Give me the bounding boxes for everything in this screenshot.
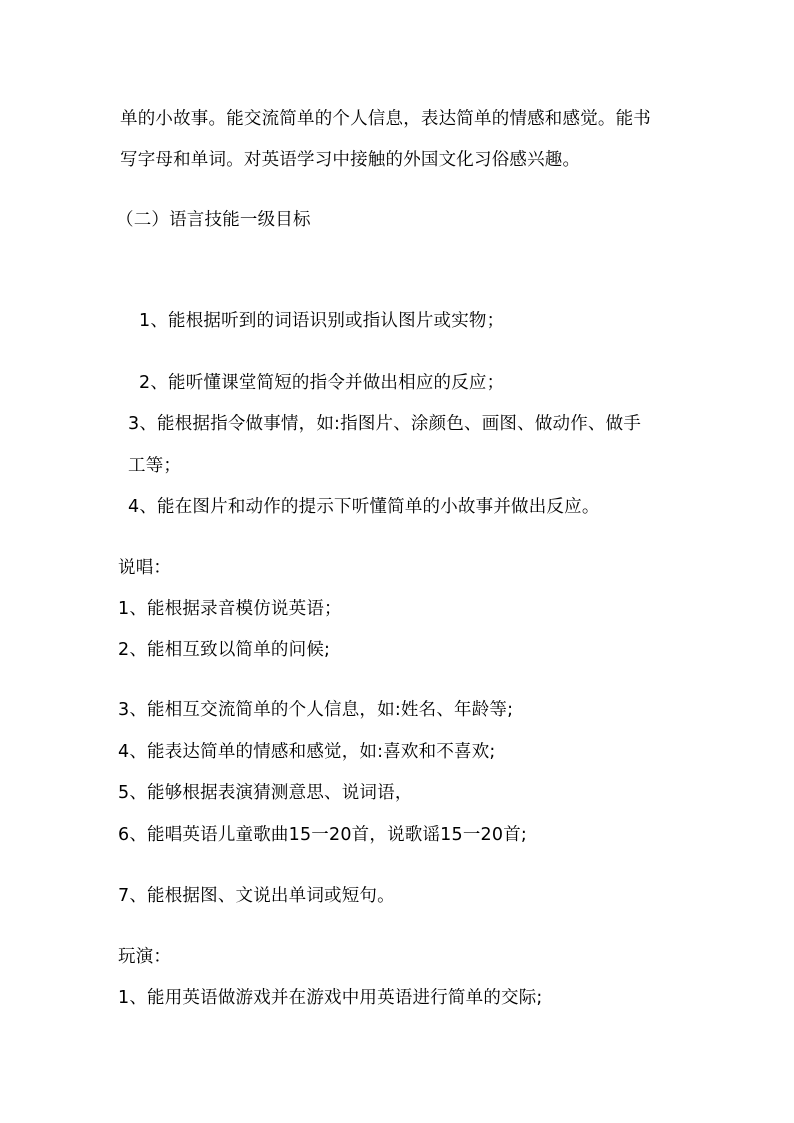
intro-line-1: 单的小故事。能交流简单的个人信息，表达简单的情感和感觉。能书: [120, 109, 651, 129]
speaking-item: 7、能根据图、文说出单词或短句。: [118, 886, 395, 906]
listening-item: 4、能在图片和动作的提示下听懂简单的小故事并做出反应。: [128, 497, 600, 517]
listening-item: 2、能听懂课堂简短的指令并做出相应的反应；: [139, 373, 505, 393]
section-heading: （二）语言技能一级目标: [116, 210, 311, 230]
speaking-heading: 说唱：: [118, 558, 172, 578]
speaking-item: 1、能根据录音模仿说英语；: [118, 599, 342, 619]
speaking-item: 4、能表达简单的情感和感觉，如:喜欢和不喜欢;: [118, 742, 496, 762]
intro-line-2: 写字母和单词。对英语学习中接触的外国文化习俗感兴趣。: [120, 150, 581, 170]
speaking-item: 2、能相互致以简单的问候;: [118, 640, 331, 660]
listening-item: 1、能根据听到的词语识别或指认图片或实物；: [139, 311, 505, 331]
speaking-item: 3、能相互交流简单的个人信息，如:姓名、年龄等;: [118, 700, 514, 720]
speaking-item: 5、能够根据表演猜测意思、说词语，: [118, 783, 413, 803]
play-item: 1、能用英语做游戏并在游戏中用英语进行简单的交际;: [118, 988, 543, 1008]
play-heading: 玩演：: [118, 947, 172, 967]
speaking-item: 6、能唱英语儿童歌曲15一20首，说歌谣15一20首;: [118, 825, 528, 845]
listening-item-continuation: 工等；: [128, 456, 182, 476]
listening-item: 3、能根据指令做事情，如:指图片、涂颜色、画图、做动作、做手: [128, 414, 642, 434]
